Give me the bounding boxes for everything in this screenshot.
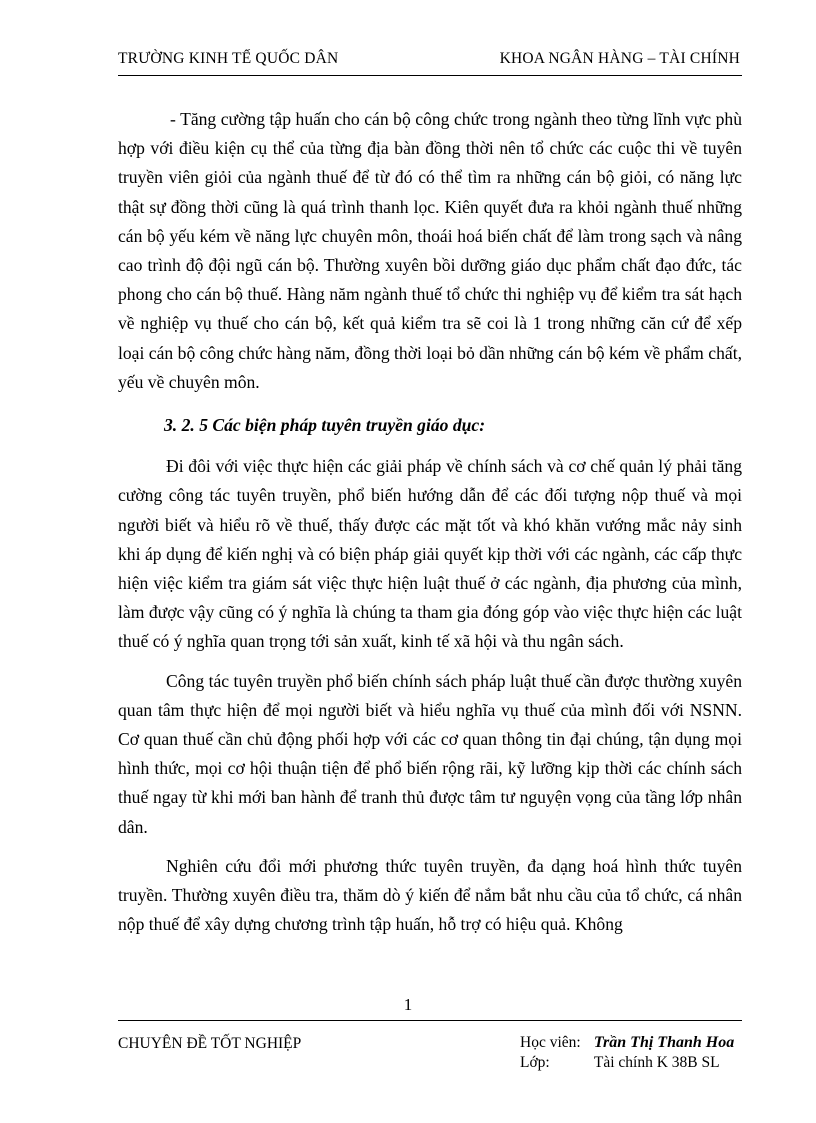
page-number: 1 [403, 995, 413, 1014]
student-name: Trần Thị Thanh Hoa [593, 1034, 735, 1051]
page-header [118, 50, 740, 72]
footer-divider [118, 1020, 742, 1021]
header-divider [118, 75, 742, 76]
paragraph-training: - Tăng cường tập huấn cho cán bộ công chức trong ngành theo từng lĩnh vực phù hợp với điều kiện cụ thể của từng địa bàn đồng thời nên tổ chức các cuộc thi về tuyên truyền viên giỏi của ngành thuế để từ đó có thể tìm ra những cán bộ giỏi, có năng lực thật sự đồng thời cũng là quá trình thanh lọc. Kiên quyết đưa ra khỏi ngành thuế những cán bộ yếu kém về năng lực chuyên môn, thoái hoá biến chất để làm trong sạch và nâng cao trình độ đội ngũ cán bộ. Thường xuyên bồi dưỡng giáo dục phẩm chất đạo đức, tác phong cho cán bộ thuế. Hàng năm ngành thuế tổ chức thi nghiệp vụ để kiểm tra sát hạch về nghiệp vụ thuế cho cán bộ, kết quả kiểm tra sẽ coi là 1 trong những căn cứ để xếp loại cán bộ công chức hàng năm, đồng thời loại bỏ dần những cán bộ kém về phẩm chất, yếu về chuyên môn. [118, 109, 742, 392]
class-value: Tài chính K 38B SL [593, 1054, 720, 1071]
paragraph-propaganda: Đi đôi với việc thực hiện các giải pháp về chính sách và cơ chế quản lý phải tăng cường công tác tuyên truyền, phổ biến hướng dẫn để các đối tượng nộp thuế và mọi người biết và hiểu rõ về thuế, thấy được các mặt tốt và khó khăn vướng mắc nảy sinh khi áp dụng để kiến nghị và có biện pháp giải quyết kịp thời với các ngành, các cấp thực hiện việc kiểm tra giám sát việc thực hiện luật thuế ở các ngành, địa phương của mình, làm được vậy cũng có ý nghĩa là chúng ta tham gia đóng góp vào việc thực hiện các luật thuế có ý nghĩa quan trọng tới sản xuất, kinh tế xã hội và thu ngân sách. [118, 456, 742, 652]
document-body [118, 105, 742, 939]
section-heading: 3. 2. 5 Các biện pháp tuyên truyền giáo dục: [164, 415, 486, 436]
header-school: TRƯỜNG KINH TẾ QUỐC DÂN [118, 50, 339, 67]
class-label: Lớp: [520, 1054, 550, 1071]
footer-thesis-label: CHUYÊN ĐỀ TỐT NGHIỆP [118, 1035, 302, 1052]
footer-student-info [520, 1033, 734, 1073]
header-faculty: KHOA NGÂN HÀNG – TÀI CHÍNH [499, 50, 740, 67]
paragraph-research: Nghiên cứu đổi mới phương thức tuyên truyền, đa dạng hoá hình thức tuyên truyền. Thường xuyên điều tra, thăm dò ý kiến để nắm bắt nhu cầu của tổ chức, cá nhân nộp thuế để xây dựng chương trình tập huấn, hỗ trợ có hiệu quả. Không [118, 855, 742, 935]
student-label: Học viên: [520, 1034, 581, 1051]
paragraph-dissemination: Công tác tuyên truyền phổ biến chính sách pháp luật thuế cần được thường xuyên quan tâm thực hiện để mọi người biết và hiểu nghĩa vụ thuế của mình đối với NSNN. Cơ quan thuế cần chủ động phối hợp với các cơ quan thông tin đại chúng, tận dụng mọi hình thức, mọi cơ hội thuận tiện để phổ biến rộng rãi, kỹ lưỡng kịp thời các chính sách thuế ngay từ khi mới ban hành để tranh thủ được tâm tư nguyện vọng của tầng lớp nhân dân. [118, 670, 742, 837]
